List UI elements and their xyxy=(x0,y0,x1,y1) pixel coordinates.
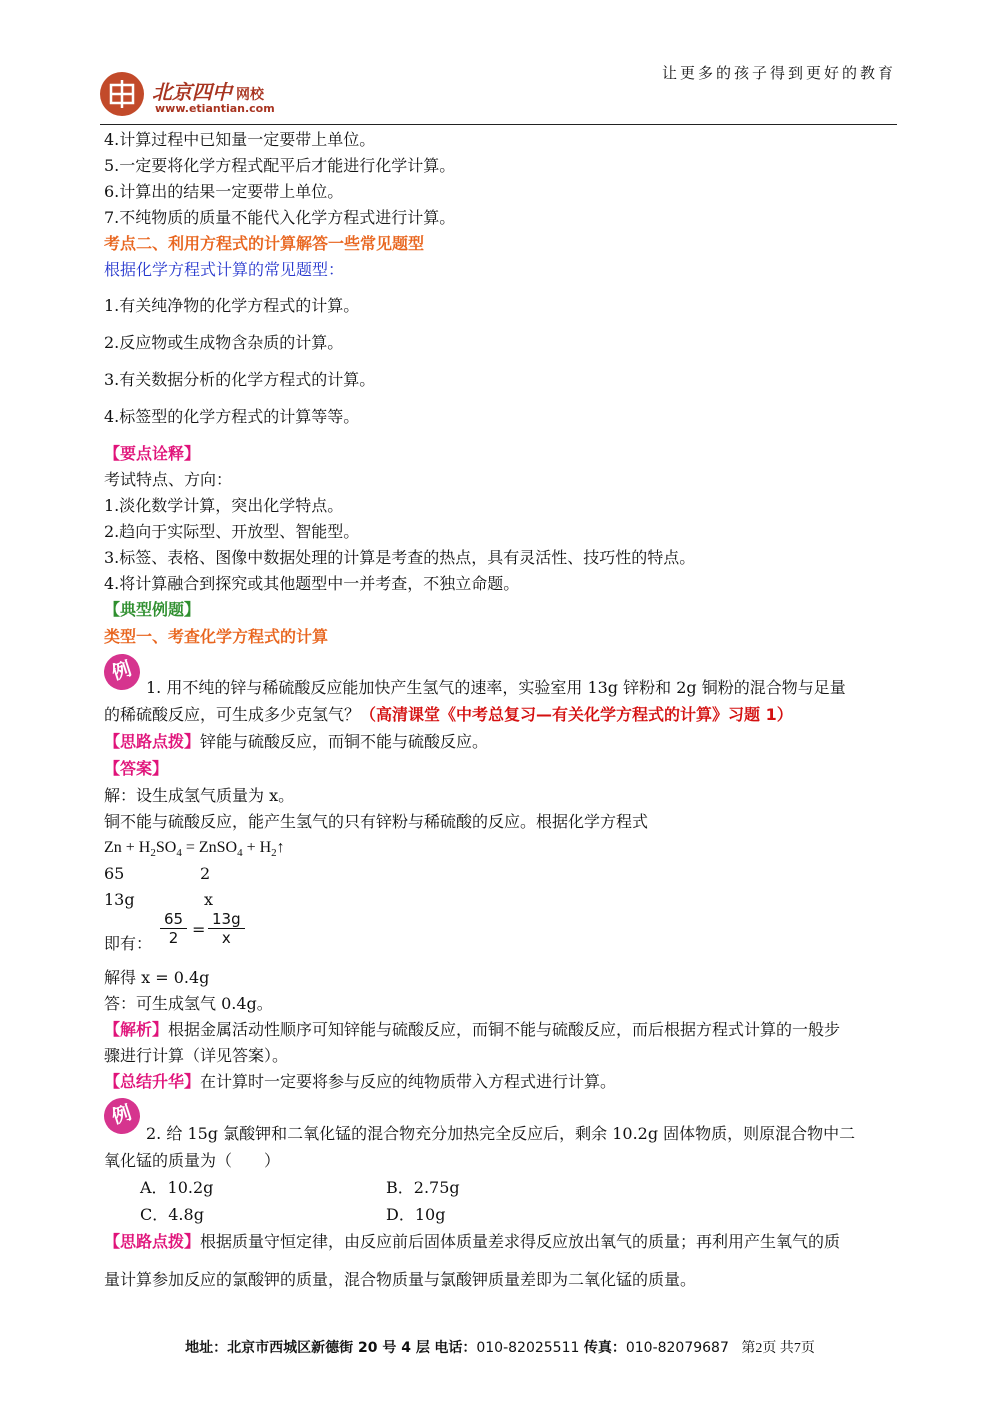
section-subtitle: 根据化学方程式计算的常见题型： xyxy=(104,260,345,279)
equation-row-actual: 13g xyxy=(104,890,135,909)
option-b: B．2.75g xyxy=(386,1178,460,1197)
example1-summary: 【总结升华】在计算时一定要将参与反应的纯物质带入方程式进行计算。 xyxy=(104,1072,617,1091)
example1-question-line2: 的稀硫酸反应，可生成多少克氢气？（高清课堂《中考总复习—有关化学方程式的计算》习题 1） xyxy=(104,705,793,724)
example1-source: （高清课堂《中考总复习—有关化学方程式的计算》习题 1） xyxy=(360,705,793,724)
list-item: 1.淡化数学计算，突出化学特点。 xyxy=(104,496,344,515)
rule-item: 5.一定要将化学方程式配平后才能进行化学计算。 xyxy=(104,156,456,175)
list-item: 2.反应物或生成物含杂质的计算。 xyxy=(104,333,344,352)
list-item: 4.将计算融合到探究或其他题型中一并考查，不独立命题。 xyxy=(104,574,520,593)
page-number: 第2页 共7页 xyxy=(741,1341,815,1356)
chemical-equation: $Zn + H_2SO_4$ = ZnSO$_4$ + $H_2↑$ xyxy=(104,839,285,860)
section-title: 考点二、利用方程式的计算解答一些常见题型 xyxy=(104,234,425,253)
header-divider xyxy=(100,124,897,125)
option-a: A．10.2g xyxy=(140,1178,214,1197)
type-title: 类型一、考查化学方程式的计算 xyxy=(104,627,329,646)
equation-row-mass-h2: 2 xyxy=(200,864,211,883)
fraction-right: $\frac{13g}{x}$ xyxy=(208,910,245,947)
option-c: C．4.8g xyxy=(140,1205,204,1224)
page-footer: 地址：北京市西城区新德街 20 号 4 层 电话：010-82025511 传真：010-82079687 第2页 共7页 xyxy=(185,1340,815,1356)
examples-label: 【典型例题】 xyxy=(104,600,201,619)
fraction-left: $\frac{65}{2}$ xyxy=(160,910,187,947)
example2-hint-cont: 量计算参加反应的氯酸钾的质量，混合物质量与氯酸钾质量差即为二氧化锰的质量。 xyxy=(104,1270,697,1289)
logo-emblem-icon xyxy=(100,72,144,116)
example2-hint: 【思路点拨】根据质量守恒定律，由反应前后固体质量差求得反应放出氧气的质量；再利用产生氧气的质 xyxy=(104,1232,841,1251)
key-points-label: 【要点诠释】 xyxy=(104,444,201,463)
example-badge-icon: 例 xyxy=(99,649,144,694)
example2-question-line1: 2. 给 15g 氯酸钾和二氧化锰的混合物充分加热完全反应后，剩余 10.2g 固体物质，则原混合物中二 xyxy=(146,1124,856,1143)
list-item: 3.有关数据分析的化学方程式的计算。 xyxy=(104,370,376,389)
header-slogan: 让更多的孩子得到更好的教育 xyxy=(661,64,896,82)
rule-item: 4.计算过程中已知量一定要带上单位。 xyxy=(104,130,376,149)
example1-answer-label: 【答案】 xyxy=(104,759,169,778)
example1-result: 解得 x = 0.4g xyxy=(104,968,210,987)
list-item: 1.有关纯净物的化学方程式的计算。 xyxy=(104,296,360,315)
equation-row-mass: 65 xyxy=(104,864,125,883)
list-item: 2.趋向于实际型、开放型、智能型。 xyxy=(104,522,360,541)
example1-question-line1: 1. 用不纯的锌与稀硫酸反应能加快产生氢气的速率，实验室用 13g 锌粉和 2g 铜粉的混合物与足量 xyxy=(146,678,846,697)
example-badge-icon: 例 xyxy=(99,1093,144,1138)
example1-final: 答：可生成氢气 0.4g。 xyxy=(104,994,273,1013)
example1-solve: 解：设生成氢气质量为 x。 xyxy=(104,786,295,805)
logo-name: 北京四中 网校 xyxy=(152,80,264,104)
list-item: 4.标签型的化学方程式的计算等等。 xyxy=(104,407,360,426)
rule-item: 7.不纯物质的质量不能代入化学方程式进行计算。 xyxy=(104,208,456,227)
rule-item: 6.计算出的结果一定要带上单位。 xyxy=(104,182,344,201)
example1-hint: 【思路点拨】锌能与硫酸反应，而铜不能与硫酸反应。 xyxy=(104,732,489,751)
equation-row-actual-h2: x xyxy=(204,890,214,909)
example1-analysis-cont: 骤进行计算（详见答案）。 xyxy=(104,1046,289,1065)
logo-url: www.etiantian.com xyxy=(155,102,275,115)
option-d: D．10g xyxy=(386,1205,446,1224)
example1-analysis: 【解析】根据金属活动性顺序可知锌能与硫酸反应，而铜不能与硫酸反应，而后根据方程式计算的一般步 xyxy=(104,1020,841,1039)
list-item: 3.标签、表格、图像中数据处理的计算是考查的热点，具有灵活性、技巧性的特点。 xyxy=(104,548,696,567)
ratio-label: 即有： xyxy=(104,934,153,953)
equals-sign: = xyxy=(192,920,206,939)
key-points-intro: 考试特点、方向： xyxy=(104,470,233,489)
example2-question-line2: 氧化锰的质量为（ ） xyxy=(104,1151,281,1170)
example1-reason: 铜不能与硫酸反应，能产生氢气的只有锌粉与稀硫酸的反应。根据化学方程式 xyxy=(104,812,649,831)
